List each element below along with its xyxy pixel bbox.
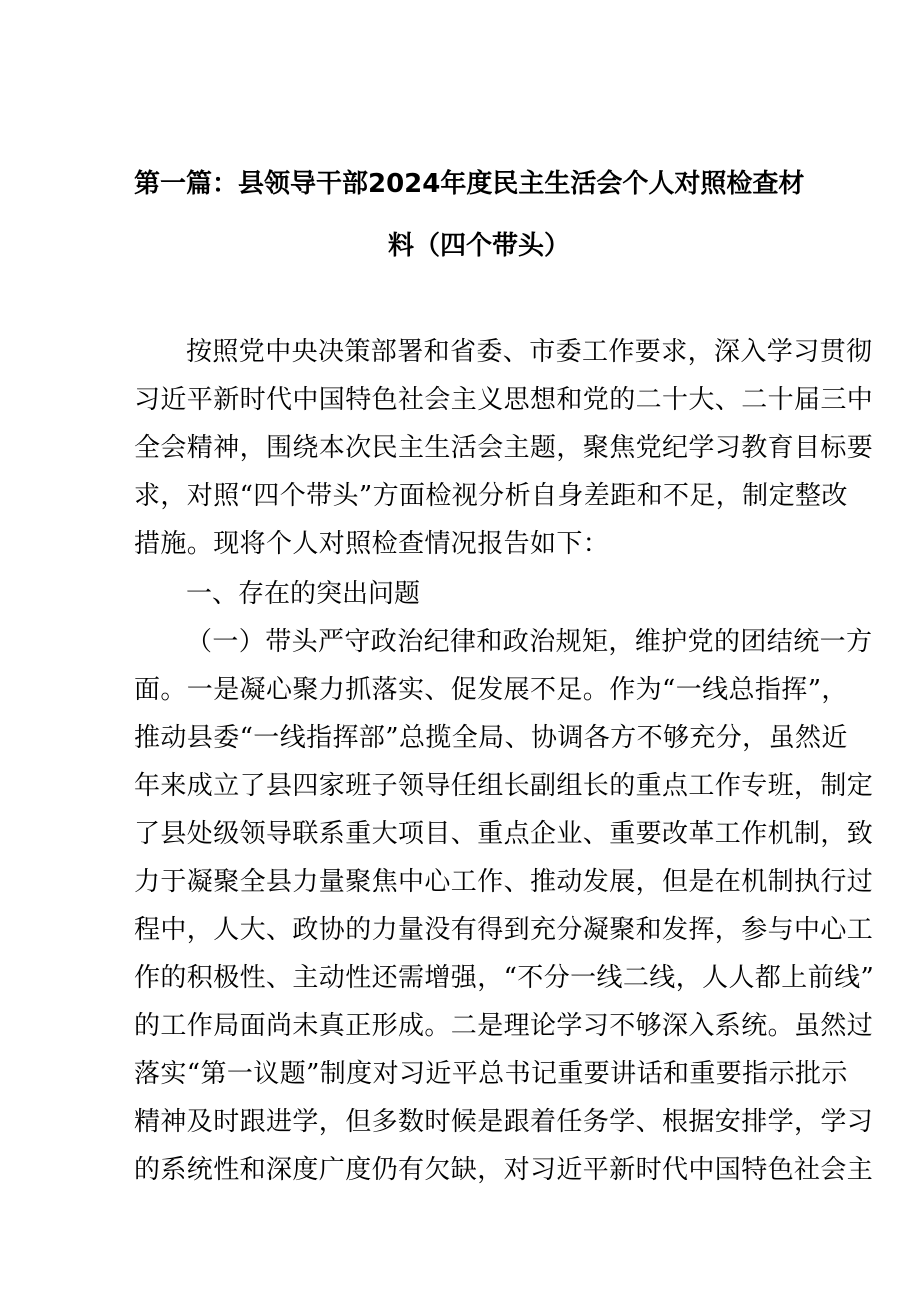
- body-paragraph-line: （一）带头严守政治纪律和政治规矩，维护党的团结统一方: [186, 627, 873, 657]
- intro-paragraph-line: 按照党中央决策部署和省委、市委工作要求，深入学习贯彻: [186, 337, 873, 367]
- body-paragraph-line: 落实“第一议题”制度对习近平总书记重要讲话和重要指示批示: [134, 1059, 848, 1089]
- body-paragraph-line: 面。一是凝心聚力抓落实、促发展不足。作为“一线总指挥”，: [134, 675, 848, 705]
- body-paragraph-line: 的工作局面尚未真正形成。二是理论学习不够深入系统。虽然过: [134, 1011, 874, 1041]
- intro-paragraph-line: 全会精神，围绕本次民主生活会主题，聚焦党纪学习教育目标要: [134, 433, 874, 463]
- body-paragraph-line: 力于凝聚全县力量聚焦中心工作、推动发展，但是在机制执行过: [134, 867, 874, 897]
- body-paragraph-line: 精神及时跟进学，但多数时候是跟着任务学、根据安排学，学习: [134, 1107, 874, 1137]
- body-paragraph-line: 的系统性和深度广度仍有欠缺，对习近平新时代中国特色社会主: [134, 1155, 874, 1185]
- section-heading: 一、存在的突出问题: [186, 579, 421, 609]
- body-paragraph-line: 年来成立了县四家班子领导任组长副组长的重点工作专班，制定: [134, 771, 874, 801]
- document-title-line-1: 第一篇：县领导干部2024年度民主生活会个人对照检查材: [134, 169, 805, 199]
- body-paragraph-line: 了县处级领导联系重大项目、重点企业、重要改革工作机制，致: [134, 819, 874, 849]
- body-paragraph-line: 程中，人大、政协的力量没有得到充分凝聚和发挥，参与中心工: [134, 915, 874, 945]
- body-paragraph-line: 作的积极性、主动性还需增强，“不分一线二线，人人都上前线”: [134, 963, 875, 993]
- body-paragraph-line: 推动县委“一线指挥部”总揽全局、协调各方不够充分，虽然近: [134, 723, 848, 753]
- intro-paragraph-line: 措施。现将个人对照检查情况报告如下：: [134, 529, 610, 559]
- intro-paragraph-line: 求，对照“四个带头”方面检视分析自身差距和不足，制定整改: [134, 481, 848, 511]
- intro-paragraph-line: 习近平新时代中国特色社会主义思想和党的二十大、二十届三中: [134, 385, 874, 415]
- document-title-line-2: 料（四个带头）: [387, 231, 570, 261]
